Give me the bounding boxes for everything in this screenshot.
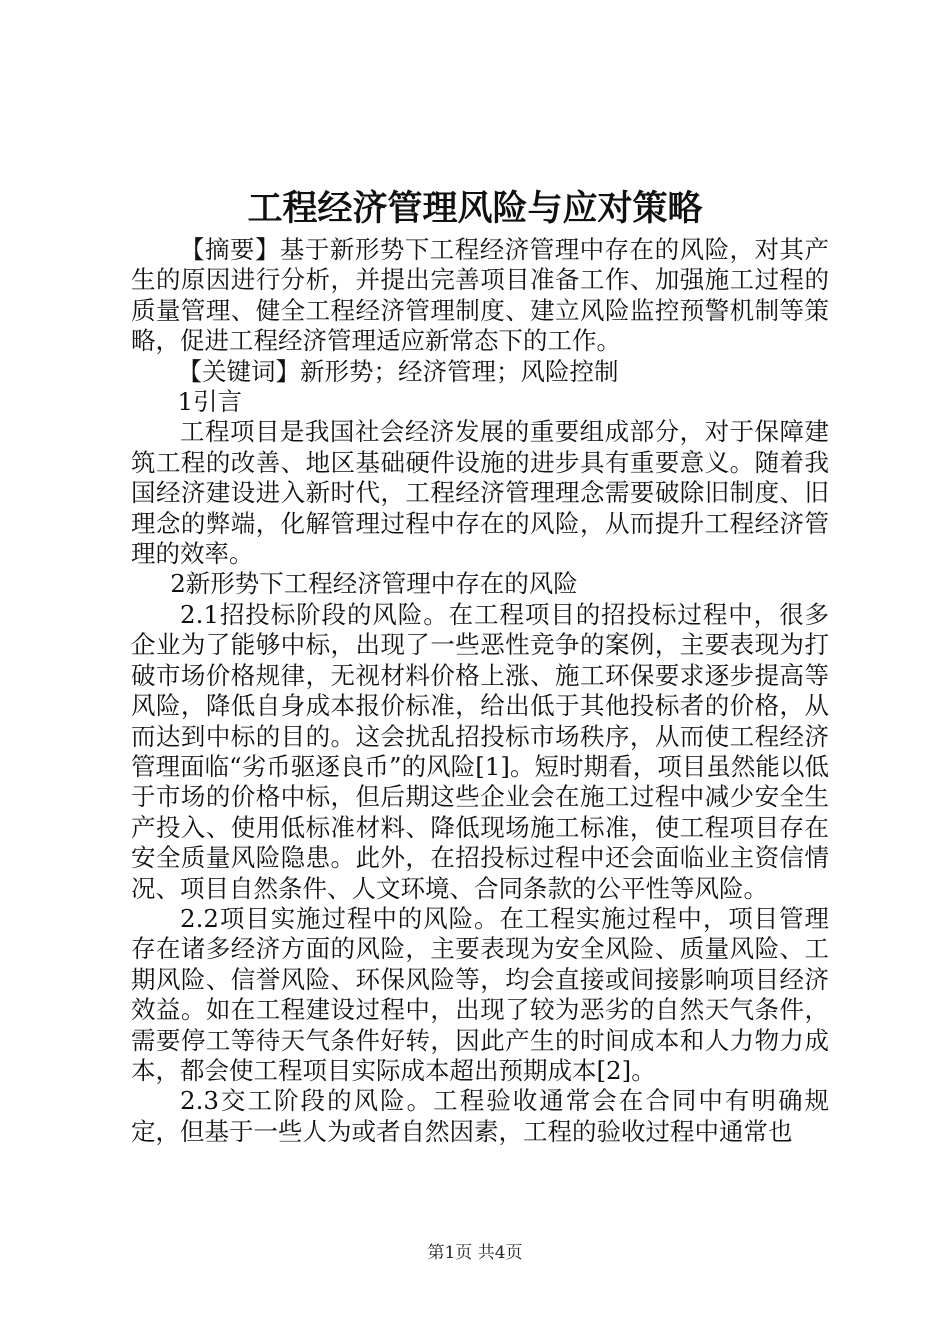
- document-body: [131, 235, 829, 1147]
- document-title: 工程经济管理风险与应对策略: [247, 188, 703, 229]
- section-2-1-paragraph: 2.1招投标阶段的风险。在工程项目的招投标过程中，很多企业为了能够中标，出现了一些恶性竞争的案例，主要表现为打破市场价格规律，无视材料价格上涨、施工环保要求逐步提高等风险，降低自身成本报价标准，给出低于其他投标者的价格，从而达到中标的目的。这会扰乱招投标市场秩序，从而使工程经济管理面临“劣币驱逐良币”的风险[1]。短时期看，项目虽然能以低于市场的价格中标，但后期这些企业会在施工过程中减少安全生产投入、使用低标准材料、降低现场施工标准，使工程项目存在安全质量风险隐患。此外，在招投标过程中还会面临业主资信情况、项目自然条件、人文环境、合同条款的公平性等风险。: [131, 599, 829, 903]
- section-1-heading: 1引言: [177, 387, 243, 417]
- section-2-heading: 2新形势下工程经济管理中存在的风险: [170, 569, 578, 599]
- page-footer: 第1页 共4页: [427, 1243, 523, 1263]
- section-2-3-paragraph: 2.3交工阶段的风险。工程验收通常会在合同中有明确规定，但基于一些人为或者自然因素，工程的验收过程中通常也: [131, 1086, 829, 1146]
- abstract-paragraph: 【摘要】基于新形势下工程经济管理中存在的风险，对其产生的原因进行分析，并提出完善项目准备工作、加强施工过程的质量管理、健全工程经济管理制度、建立风险监控预警机制等策略，促进工程经济管理适应新常态下的工作。: [131, 235, 829, 356]
- keywords-paragraph: 【关键词】新形势；经济管理；风险控制: [177, 356, 619, 386]
- section-1-paragraph: 工程项目是我国社会经济发展的重要组成部分，对于保障建筑工程的改善、地区基础硬件设施的进步具有重要意义。随着我国经济建设进入新时代，工程经济管理理念需要破除旧制度、旧理念的弊端，化解管理过程中存在的风险，从而提升工程经济管理的效率。: [131, 417, 829, 569]
- section-2-2-paragraph: 2.2项目实施过程中的风险。在工程实施过程中，项目管理存在诸多经济方面的风险，主要表现为安全风险、质量风险、工期风险、信誉风险、环保风险等，均会直接或间接影响项目经济效益。如在工程建设过程中，出现了较为恶劣的自然天气条件，需要停工等待天气条件好转，因此产生的时间成本和人力物力成本，都会使工程项目实际成本超出预期成本[2]。: [131, 903, 829, 1085]
